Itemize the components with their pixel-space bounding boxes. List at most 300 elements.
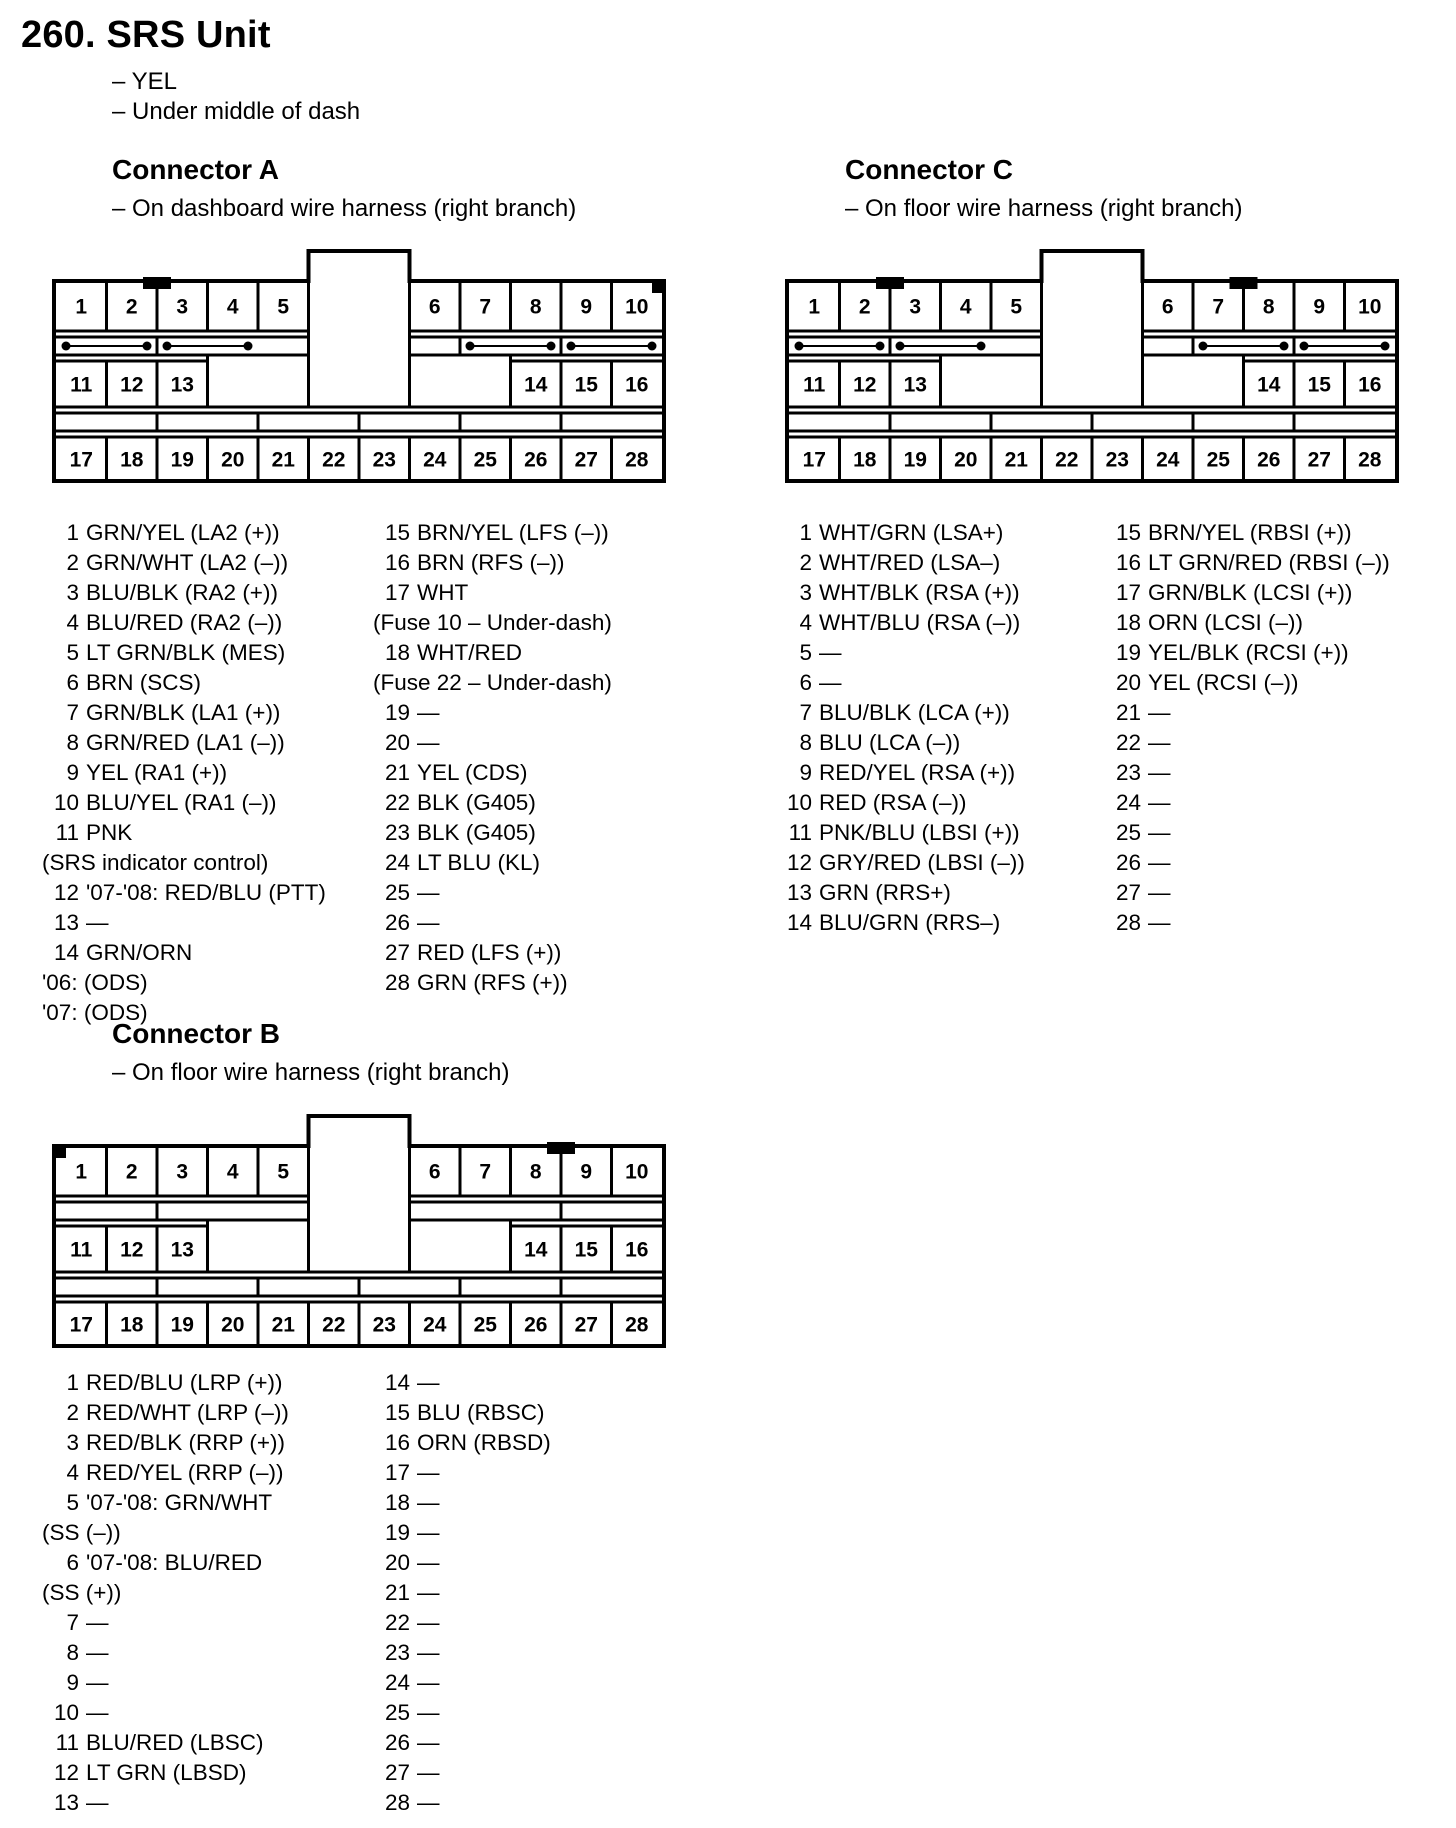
pin-label: 12: [120, 373, 144, 397]
pin-wire: —: [1148, 850, 1171, 875]
pin-number: 15: [384, 1400, 410, 1425]
pin-entry: [373, 1668, 551, 1698]
pin-entry: [42, 608, 326, 638]
pin-number: 6: [799, 670, 812, 695]
pin-label: 6: [428, 1160, 441, 1184]
pin-entry: [1104, 548, 1390, 578]
pin-label: 17: [802, 448, 826, 472]
connector-face: [785, 249, 1399, 485]
pin-wire-continuation: (SS (–)): [42, 1520, 121, 1545]
pin-label: 20: [221, 1313, 245, 1337]
pin-number: 23: [384, 820, 410, 845]
pin-number: 2: [66, 1400, 79, 1425]
pin-wire: —: [819, 670, 842, 695]
pin-label: 20: [954, 448, 978, 472]
pin-wire: —: [86, 1610, 109, 1635]
pin-label: 25: [473, 1313, 497, 1337]
pin-number: 10: [53, 1700, 79, 1725]
pin-number: 3: [66, 1430, 79, 1455]
pin-entry: [373, 1488, 551, 1518]
pin-wire: WHT/RED: [417, 640, 522, 665]
pin-label: 27: [574, 1313, 598, 1337]
pin-entry: [42, 1638, 289, 1668]
pin-number: 22: [1115, 730, 1141, 755]
pin-entry: [1104, 698, 1390, 728]
pin-label: 10: [1358, 295, 1382, 319]
connector-c-heading: Connector C: [845, 154, 1013, 185]
connector-a-location: – On dashboard wire harness (right branch): [112, 195, 577, 222]
pin-label: 24: [1156, 448, 1180, 472]
pin-wire: —: [86, 1790, 109, 1815]
pin-number: 26: [384, 910, 410, 935]
pin-wire: GRN/BLK (LCSI (+)): [1148, 580, 1353, 605]
pin-entry: [775, 878, 1025, 908]
connector-face: [52, 249, 666, 485]
connector-c-pin-list-2: [1104, 518, 1390, 938]
pin-label: 7: [1212, 295, 1225, 319]
pin-wire: LT GRN/BLK (MES): [86, 640, 286, 665]
pin-label: 18: [853, 448, 877, 472]
pin-number: 21: [1115, 700, 1141, 725]
pin-number: 16: [384, 550, 410, 575]
pin-number: 19: [1115, 640, 1141, 665]
pin-wire-continuation: (SS (+)): [42, 1580, 122, 1605]
pin-entry: [373, 1728, 551, 1758]
pin-wire: —: [417, 1520, 440, 1545]
pin-number: 23: [384, 1640, 410, 1665]
pin-entry: [373, 1788, 551, 1818]
pin-entry: [373, 698, 612, 728]
pin-wire: —: [1148, 700, 1171, 725]
pin-label: 12: [120, 1238, 144, 1262]
pin-label: 18: [120, 1313, 144, 1337]
pin-wire: ORN (LCSI (–)): [1148, 610, 1304, 635]
pin-label: 2: [858, 295, 871, 319]
pin-entry: [373, 578, 612, 608]
pin-entry: [42, 788, 326, 818]
pin-number: 1: [66, 520, 79, 545]
pin-number: 27: [384, 940, 410, 965]
pin-wire: RED (RSA (–)): [819, 790, 967, 815]
pin-number: 5: [799, 640, 812, 665]
pin-number: 27: [1115, 880, 1141, 905]
pin-wire: RED/YEL (RRP (–)): [86, 1460, 284, 1485]
pin-number: 13: [53, 910, 79, 935]
pin-label: 7: [479, 295, 492, 319]
pin-label: 11: [803, 373, 826, 397]
pin-label: 15: [1307, 373, 1331, 397]
pin-label: 20: [221, 448, 245, 472]
pin-wire: GRY/RED (LBSI (–)): [819, 850, 1025, 875]
pin-entry: [373, 1458, 551, 1488]
pin-number: 18: [1115, 610, 1141, 635]
pin-label: 28: [625, 1313, 649, 1337]
pin-entry: [42, 818, 326, 848]
pin-wire: —: [417, 1550, 440, 1575]
pin-number: 4: [66, 610, 79, 635]
pin-label: 21: [1004, 448, 1028, 472]
pin-wire: PNK/BLU (LBSI (+)): [819, 820, 1020, 845]
pin-wire: —: [1148, 730, 1171, 755]
pin-label: 27: [574, 448, 598, 472]
pin-label: 9: [1313, 295, 1326, 319]
pin-entry: [373, 1608, 551, 1638]
pin-number: 27: [384, 1760, 410, 1785]
pin-label: 27: [1307, 448, 1331, 472]
pin-label: 17: [69, 1313, 93, 1337]
pin-wire: —: [86, 1640, 109, 1665]
pin-number: 22: [384, 790, 410, 815]
pin-wire: GRN (RFS (+)): [417, 970, 568, 995]
pin-number: 17: [384, 580, 410, 605]
pin-label: 6: [1161, 295, 1174, 319]
pin-wire: GRN/RED (LA1 (–)): [86, 730, 285, 755]
pin-label: 2: [125, 1160, 138, 1184]
pin-wire-continuation: (SRS indicator control): [42, 850, 269, 875]
pin-wire-continuation: (Fuse 10 – Under-dash): [373, 610, 612, 635]
pin-label: 13: [170, 373, 194, 397]
pin-wire: PNK: [86, 820, 133, 845]
connector-b-pin-list-1: [42, 1368, 289, 1818]
pin-wire: —: [417, 1760, 440, 1785]
pin-label: 12: [853, 373, 877, 397]
pin-number: 21: [384, 1580, 410, 1605]
pin-number: 15: [1115, 520, 1141, 545]
pin-number: 14: [786, 910, 812, 935]
pin-entry: [775, 698, 1025, 728]
pin-label: 4: [226, 295, 239, 319]
pin-entry: [42, 548, 326, 578]
pin-number: 6: [66, 1550, 79, 1575]
pin-entry: [775, 818, 1025, 848]
pin-label: 8: [529, 1160, 542, 1184]
pin-entry: [373, 548, 612, 578]
pin-entry: [373, 1368, 551, 1398]
pin-label: 18: [120, 448, 144, 472]
pin-label: 8: [1262, 295, 1275, 319]
pin-entry: [42, 758, 326, 788]
pin-number: 17: [384, 1460, 410, 1485]
pin-wire: RED/BLK (RRP (+)): [86, 1430, 285, 1455]
pin-number: 7: [66, 700, 79, 725]
pin-label: 2: [125, 295, 138, 319]
pin-number: 9: [66, 760, 79, 785]
pin-entry: [1104, 848, 1390, 878]
pin-number: 20: [384, 730, 410, 755]
pin-number: 2: [66, 550, 79, 575]
pin-entry: [775, 638, 1025, 668]
pin-label: 22: [322, 448, 346, 472]
pin-number: 24: [384, 850, 410, 875]
pin-number: 6: [66, 670, 79, 695]
pin-wire: GRN/BLK (LA1 (+)): [86, 700, 281, 725]
pin-number: 12: [786, 850, 812, 875]
pin-entry: [1104, 818, 1390, 848]
pin-wire: —: [417, 880, 440, 905]
pin-number: 4: [66, 1460, 79, 1485]
pin-entry: [775, 518, 1025, 548]
pin-entry: [42, 698, 326, 728]
pin-entry: [42, 1698, 289, 1728]
pin-number: 11: [55, 1730, 79, 1755]
pin-number: 20: [384, 1550, 410, 1575]
pin-number: 19: [384, 1520, 410, 1545]
pin-entry: [775, 788, 1025, 818]
pin-number: 13: [786, 880, 812, 905]
pin-wire: —: [1148, 820, 1171, 845]
pin-number: 23: [1115, 760, 1141, 785]
pin-label: 16: [625, 373, 649, 397]
pin-number: 5: [66, 1490, 79, 1515]
connector-b-diagram: [52, 1114, 666, 1350]
pin-wire: GRN/ORN: [86, 940, 193, 965]
pin-label: 4: [959, 295, 972, 319]
pin-entry: [373, 878, 612, 908]
pin-wire: —: [417, 730, 440, 755]
pin-label: 14: [1257, 373, 1281, 397]
pin-label: 26: [524, 448, 548, 472]
pin-label: 1: [75, 1160, 88, 1184]
connector-b-location: – On floor wire harness (right branch): [112, 1059, 510, 1086]
pin-entry: [1104, 788, 1390, 818]
pin-label: 23: [1105, 448, 1129, 472]
pin-number: 7: [66, 1610, 79, 1635]
pin-label: 13: [170, 1238, 194, 1262]
pin-wire: BRN/YEL (LFS (–)): [417, 520, 609, 545]
pin-wire: —: [417, 1700, 440, 1725]
pin-label: 5: [277, 1160, 290, 1184]
pin-entry: [42, 1488, 289, 1518]
pin-number: 25: [384, 1700, 410, 1725]
pin-label: 28: [625, 448, 649, 472]
pin-label: 21: [271, 448, 295, 472]
pin-label: 23: [372, 1313, 396, 1337]
pin-wire: GRN (RRS+): [819, 880, 951, 905]
pin-label: 15: [574, 1238, 598, 1262]
pin-wire: BLU/RED (LBSC): [86, 1730, 264, 1755]
pin-entry: [373, 518, 612, 548]
pin-wire: —: [417, 700, 440, 725]
pin-number: 19: [384, 700, 410, 725]
pin-number: 16: [1115, 550, 1141, 575]
pin-entry: [42, 668, 326, 698]
connector-a-diagram: [52, 249, 666, 485]
unit-location-note: – Under middle of dash: [112, 98, 361, 125]
pin-wire: —: [819, 640, 842, 665]
pin-label: 5: [1010, 295, 1023, 319]
pin-wire: RED/YEL (RSA (+)): [819, 760, 1016, 785]
pin-wire: BRN (SCS): [86, 670, 202, 695]
pin-entry: [1104, 518, 1390, 548]
pin-entry: [42, 1428, 289, 1458]
pin-entry: [1104, 638, 1390, 668]
pin-wire: BRN (RFS (–)): [417, 550, 565, 575]
pin-label: 9: [580, 295, 593, 319]
pin-entry: [373, 848, 612, 878]
pin-wire-continuation: (Fuse 22 – Under-dash): [373, 670, 612, 695]
pin-label: 1: [808, 295, 821, 319]
pin-number: 26: [1115, 850, 1141, 875]
pin-label: 26: [524, 1313, 548, 1337]
pin-number: 11: [788, 820, 812, 845]
pin-number: 28: [384, 1790, 410, 1815]
pin-entry: [373, 788, 612, 818]
pin-entry: [373, 1638, 551, 1668]
pin-number: 14: [53, 940, 79, 965]
pin-label: 5: [277, 295, 290, 319]
pin-label: 17: [69, 448, 93, 472]
pin-number: 8: [66, 730, 79, 755]
pin-entry: [373, 758, 612, 788]
pin-wire: —: [1148, 880, 1171, 905]
pin-entry: [42, 728, 326, 758]
pin-label: 13: [903, 373, 927, 397]
pin-entry: [42, 1728, 289, 1758]
pin-wire: BLK (G405): [417, 790, 536, 815]
pin-entry: [775, 908, 1025, 938]
pin-number: 5: [66, 640, 79, 665]
pin-number: 17: [1115, 580, 1141, 605]
pin-wire: RED (LFS (+)): [417, 940, 562, 965]
pin-entry: [42, 1608, 289, 1638]
pin-entry: [42, 1368, 289, 1398]
pin-entry: [373, 818, 612, 848]
pin-entry: [42, 1458, 289, 1488]
pin-number: 24: [1115, 790, 1141, 815]
pin-entry: [42, 938, 326, 968]
pin-number: 20: [1115, 670, 1141, 695]
pin-label: 3: [176, 295, 189, 319]
pin-wire: BLU (RBSC): [417, 1400, 545, 1425]
pin-number: 2: [799, 550, 812, 575]
pin-number: 26: [384, 1730, 410, 1755]
pin-entry: [373, 938, 612, 968]
pin-number: 21: [384, 760, 410, 785]
pin-entry: [775, 758, 1025, 788]
pin-wire: —: [417, 1790, 440, 1815]
pin-entry: [42, 908, 326, 938]
pin-wire: —: [417, 1370, 440, 1395]
pin-number: 1: [66, 1370, 79, 1395]
pin-number: 8: [66, 1640, 79, 1665]
pin-label: 6: [428, 295, 441, 319]
pin-label: 19: [170, 1313, 194, 1337]
connector-b-heading: Connector B: [112, 1018, 280, 1049]
pin-entry: [1104, 578, 1390, 608]
pin-number: 16: [384, 1430, 410, 1455]
pin-entry: [373, 1698, 551, 1728]
pin-number: 25: [1115, 820, 1141, 845]
pin-wire: —: [417, 910, 440, 935]
pin-entry: [42, 1668, 289, 1698]
pin-entry: [42, 1398, 289, 1428]
pin-entry: [775, 668, 1025, 698]
pin-wire-continuation: '06: (ODS): [42, 970, 148, 995]
pin-wire: GRN/WHT (LA2 (–)): [86, 550, 289, 575]
pin-entry: [1104, 878, 1390, 908]
pin-number: 12: [53, 880, 79, 905]
pin-wire: —: [417, 1460, 440, 1485]
pin-number: 24: [384, 1670, 410, 1695]
pin-number: 7: [799, 700, 812, 725]
pin-number: 18: [384, 1490, 410, 1515]
pin-number: 1: [799, 520, 812, 545]
pin-number: 12: [53, 1760, 79, 1785]
pin-wire: BLU (LCA (–)): [819, 730, 961, 755]
pin-label: 7: [479, 1160, 492, 1184]
pin-wire: —: [1148, 910, 1171, 935]
pin-label: 10: [625, 295, 649, 319]
pin-entry: [775, 608, 1025, 638]
pin-wire: —: [86, 910, 109, 935]
pin-number: 14: [384, 1370, 410, 1395]
pin-entry: [775, 848, 1025, 878]
pin-wire: YEL (RA1 (+)): [86, 760, 228, 785]
pin-entry: [42, 518, 326, 548]
pin-entry: [1104, 758, 1390, 788]
pin-number: 18: [384, 640, 410, 665]
pin-label: 23: [372, 448, 396, 472]
pin-label: 24: [423, 448, 447, 472]
pin-wire: BLK (G405): [417, 820, 536, 845]
pin-label: 1: [75, 295, 88, 319]
pin-label: 21: [271, 1313, 295, 1337]
pin-number: 25: [384, 880, 410, 905]
pin-label: 15: [574, 373, 598, 397]
pin-wire: BLU/RED (RA2 (–)): [86, 610, 283, 635]
pin-number: 9: [66, 1670, 79, 1695]
pin-entry: [775, 728, 1025, 758]
pin-wire-continuation: '07: (ODS): [42, 1000, 148, 1025]
pin-entry: [373, 968, 612, 998]
pin-number: 15: [384, 520, 410, 545]
pin-entry: [42, 878, 326, 908]
pin-number: 10: [53, 790, 79, 815]
connector-c-location: – On floor wire harness (right branch): [845, 195, 1243, 222]
pin-entry: [1104, 668, 1390, 698]
pin-wire: —: [1148, 790, 1171, 815]
connector-c-pin-list-1: [775, 518, 1025, 938]
pin-wire: BLU/YEL (RA1 (–)): [86, 790, 277, 815]
unit-color-note: – YEL: [112, 68, 177, 95]
pin-entry: [42, 578, 326, 608]
pin-entry: [42, 1788, 289, 1818]
pin-wire: RED/BLU (LRP (+)): [86, 1370, 283, 1395]
pin-label: 4: [226, 1160, 239, 1184]
pin-label: 3: [176, 1160, 189, 1184]
pin-entry: [775, 578, 1025, 608]
connector-face: [52, 1114, 666, 1350]
pin-label: 22: [322, 1313, 346, 1337]
pin-entry: [373, 1548, 551, 1578]
pin-wire: —: [1148, 760, 1171, 785]
pin-wire: YEL/BLK (RCSI (+)): [1148, 640, 1349, 665]
pin-entry: [42, 638, 326, 668]
pin-wire: YEL (CDS): [417, 760, 528, 785]
pin-label: 16: [1358, 373, 1382, 397]
pin-entry: [373, 908, 612, 938]
pin-entry: [373, 1428, 551, 1458]
pin-wire: —: [417, 1610, 440, 1635]
pin-wire: YEL (RCSI (–)): [1148, 670, 1299, 695]
pin-number: 8: [799, 730, 812, 755]
pin-wire: —: [417, 1490, 440, 1515]
pin-number: 3: [799, 580, 812, 605]
pin-wire: BLU/BLK (RA2 (+)): [86, 580, 278, 605]
pin-entry: [42, 1548, 289, 1578]
pin-entry: [1104, 908, 1390, 938]
pin-wire: RED/WHT (LRP (–)): [86, 1400, 289, 1425]
